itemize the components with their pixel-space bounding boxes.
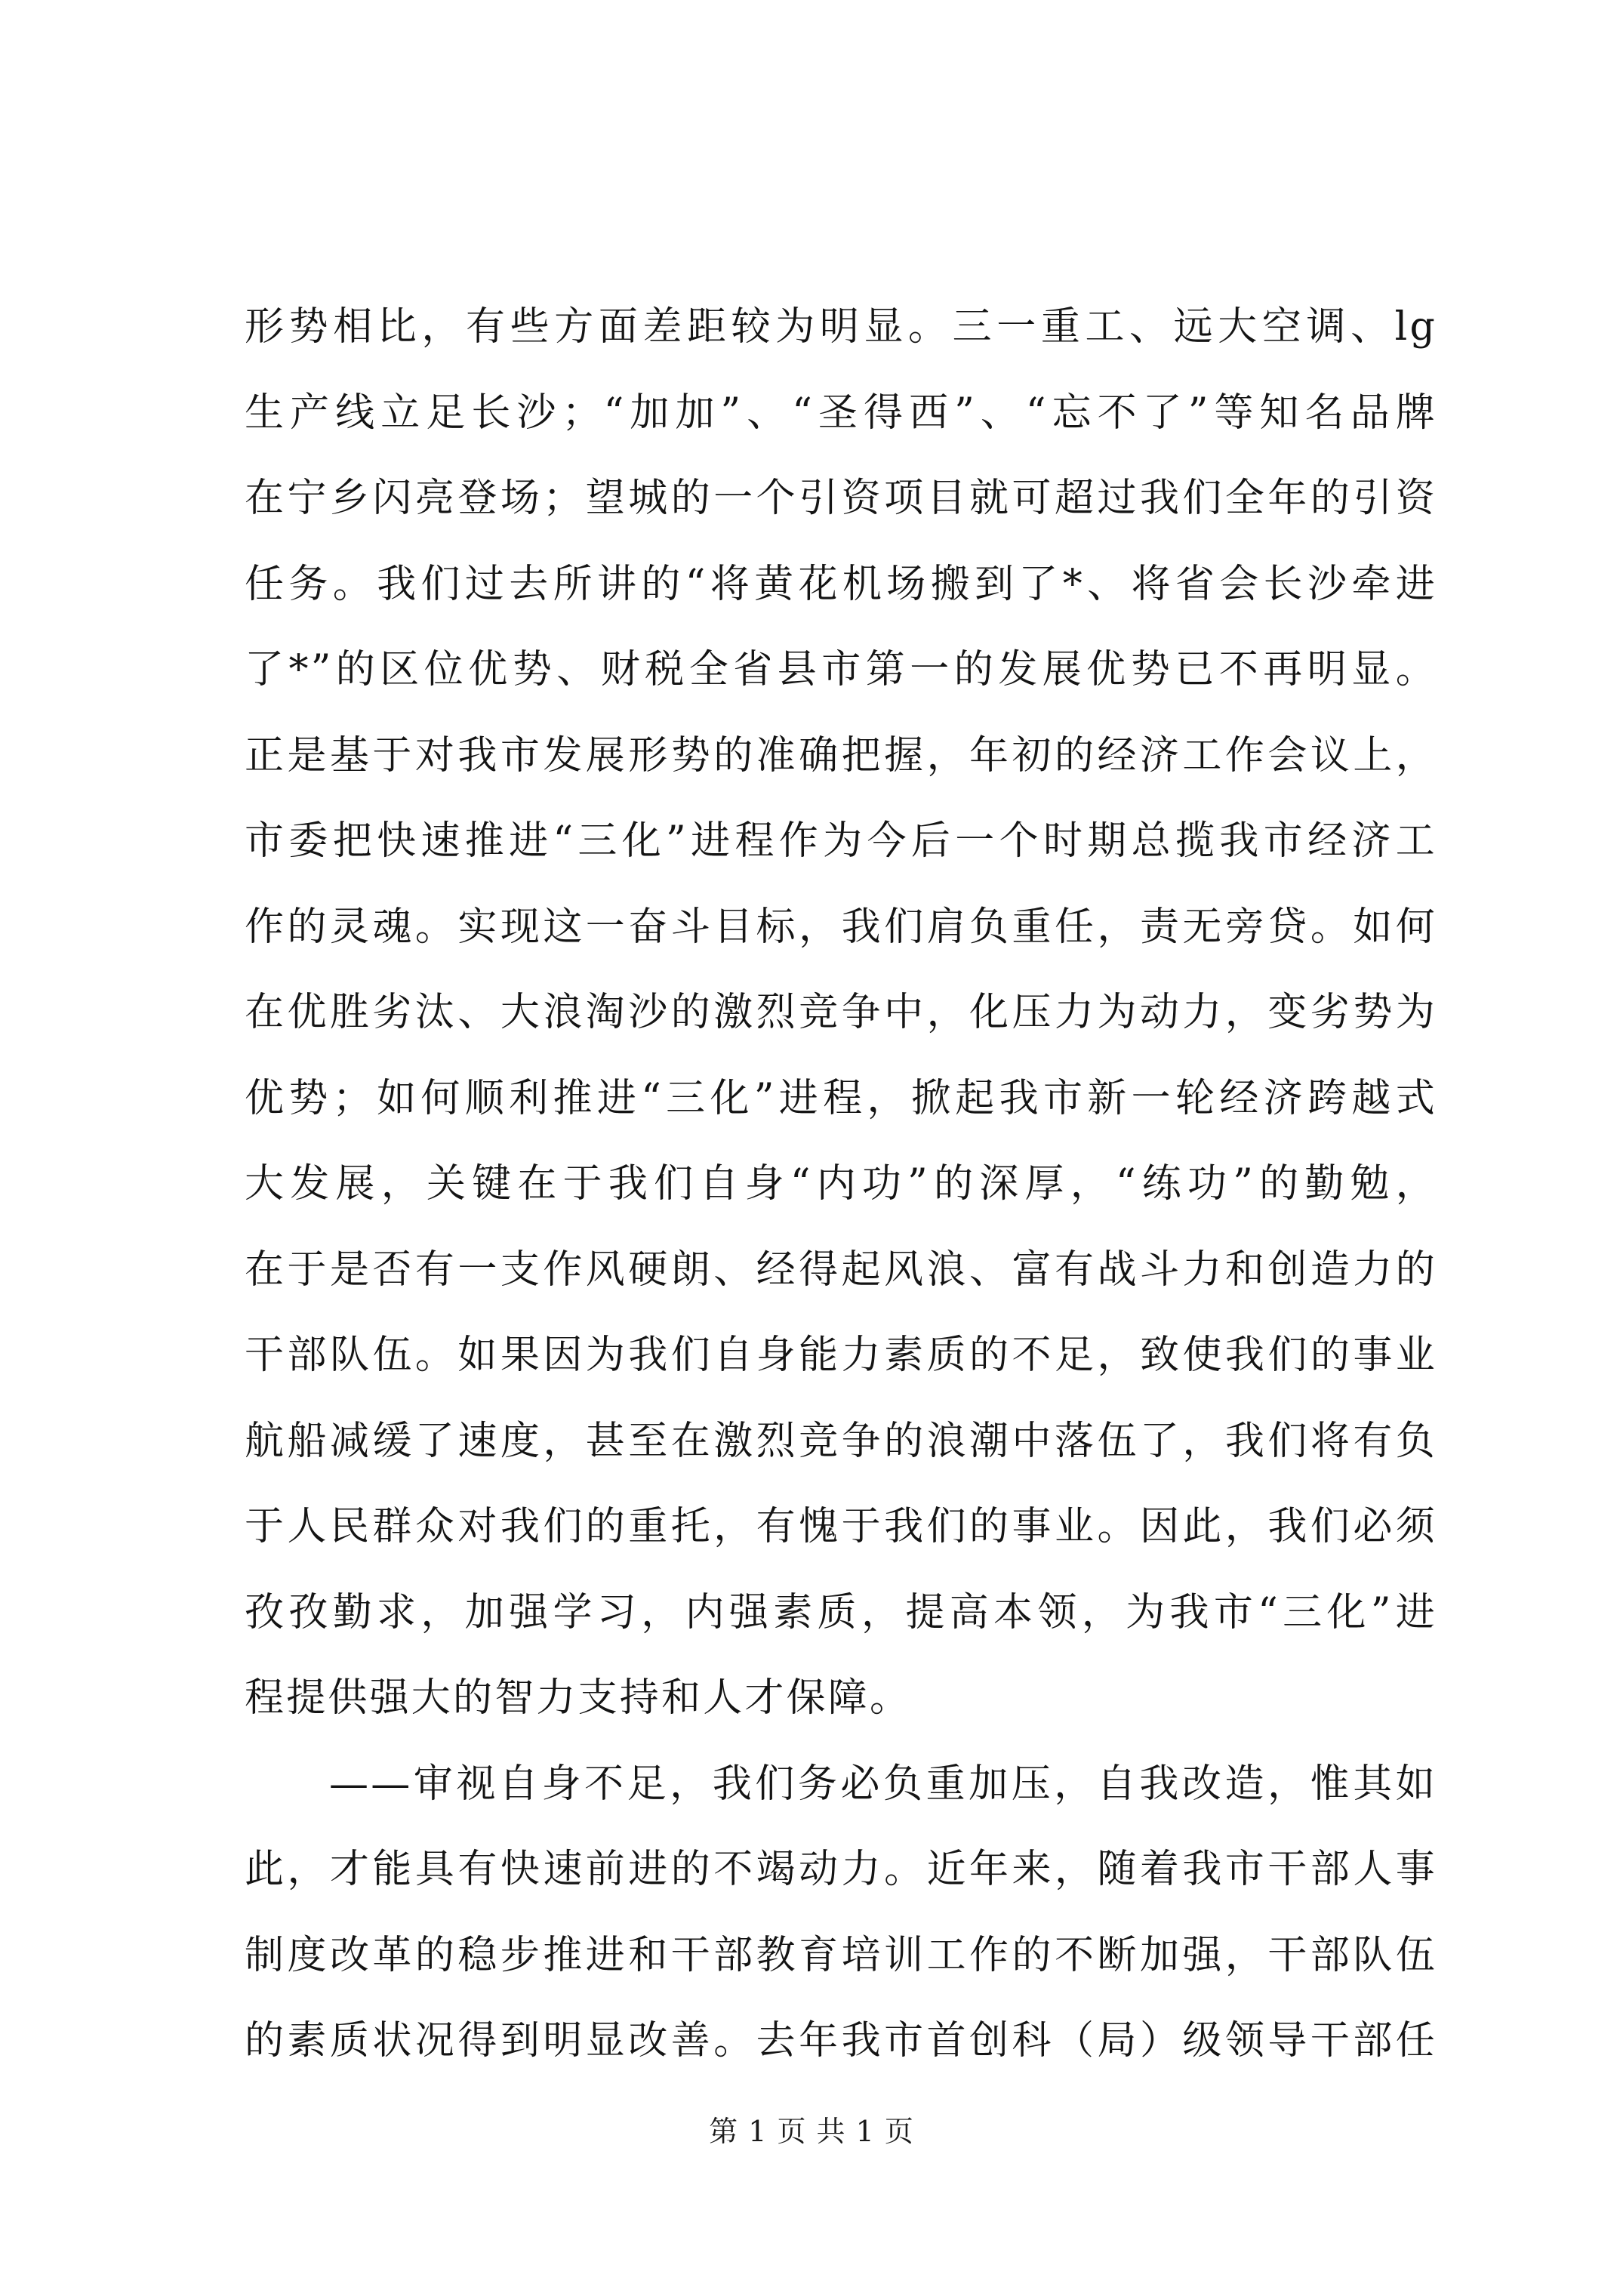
- body-text: [245, 285, 1437, 2085]
- text-line: 优势；如何顺利推进“三化”进程，掀起我市新一轮经济跨越式: [245, 1075, 1437, 1121]
- text-line: 干部队伍。如果因为我们自身能力素质的不足，致使我们的事业: [245, 1333, 1437, 1378]
- text-line: 孜孜勤求，加强学习，内强素质，提高本领，为我市“三化”进: [245, 1589, 1437, 1635]
- paragraph-end-line: 程提供强大的智力支持和人才保障。: [245, 1675, 912, 1721]
- text-line: 此，才能具有快速前进的不竭动力。近年来，随着我市干部人事: [245, 1847, 1437, 1892]
- page-footer: 第 1 页 共 1 页: [709, 2115, 914, 2148]
- paragraph-start-line: ——审视自身不足，我们务必负重加压，自我改造，惟其如: [329, 1761, 1437, 1807]
- text-line: 于人民群众对我们的重托，有愧于我们的事业。因此，我们必须: [245, 1504, 1437, 1549]
- text-line: 在优胜劣汰、大浪淘沙的激烈竞争中，化压力为动力，变劣势为: [245, 990, 1437, 1035]
- text-line: 市委把快速推进“三化”进程作为今后一个时期总揽我市经济工: [245, 818, 1437, 864]
- text-line: 在于是否有一支作风硬朗、经得起风浪、富有战斗力和创造力的: [245, 1247, 1437, 1293]
- text-line: 任务。我们过去所讲的“将黄花机场搬到了*、将省会长沙牵进: [245, 561, 1437, 607]
- text-line: 生产线立足长沙；“加加”、“圣得西”、“忘不了”等知名品牌: [245, 390, 1437, 436]
- text-line: 作的灵魂。实现这一奋斗目标，我们肩负重任，责无旁贷。如何: [245, 904, 1437, 950]
- text-line: 航船减缓了速度，甚至在激烈竞争的浪潮中落伍了，我们将有负: [245, 1418, 1437, 1464]
- text-line: 了*”的区位优势、财税全省县市第一的发展优势已不再明显。: [245, 647, 1437, 692]
- text-line: 的素质状况得到明显改善。去年我市首创科（局）级领导干部任: [245, 2018, 1437, 2063]
- text-line: 形势相比，有些方面差距较为明显。三一重工、远大空调、lg: [245, 304, 1437, 350]
- text-line: 制度改革的稳步推进和干部教育培训工作的不断加强，干部队伍: [245, 1932, 1437, 1978]
- text-line: 正是基于对我市发展形势的准确把握，年初的经济工作会议上，: [245, 732, 1437, 778]
- text-line: 大发展，关键在于我们自身“内功”的深厚，“练功”的勤勉，: [245, 1161, 1437, 1207]
- text-line: 在宁乡闪亮登场；望城的一个引资项目就可超过我们全年的引资: [245, 476, 1437, 521]
